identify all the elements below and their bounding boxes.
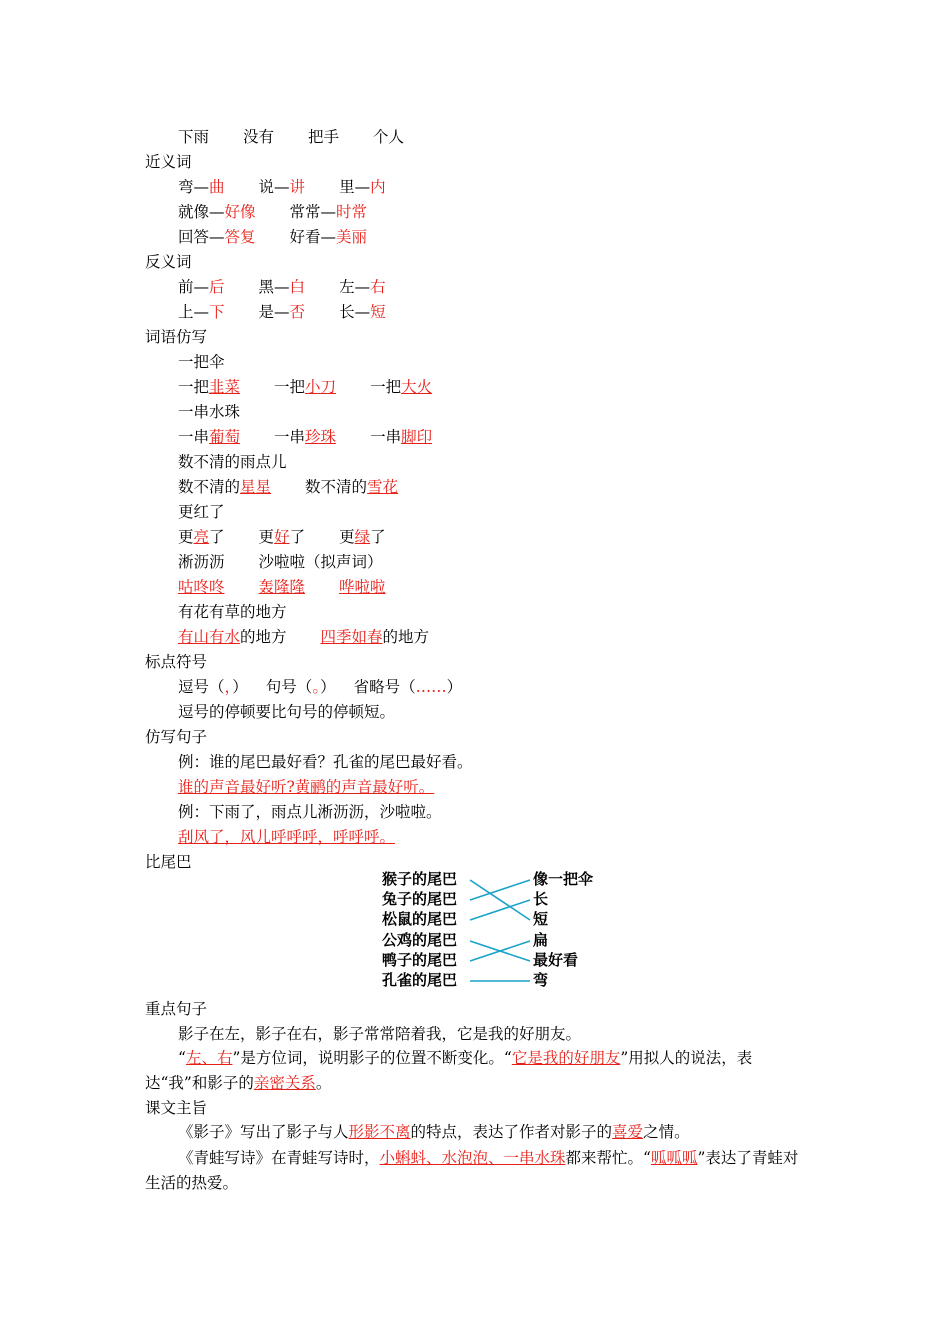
answer: 大火 bbox=[401, 378, 433, 396]
answer: 四季如春 bbox=[320, 628, 383, 646]
suffix: 了 bbox=[289, 528, 306, 546]
text: ”表达了青蛙对生活的热爱。 bbox=[145, 1149, 799, 1192]
answer: 。 bbox=[312, 678, 321, 696]
answer: 小刀 bbox=[305, 378, 337, 396]
word: 说— bbox=[258, 178, 290, 196]
answer: 曲 bbox=[209, 178, 225, 196]
prefix: 一串 bbox=[370, 428, 402, 446]
answer: 白 bbox=[289, 278, 306, 296]
answer: 咕咚咚 bbox=[178, 578, 225, 596]
imitation-answers bbox=[178, 376, 432, 398]
word: 没有 bbox=[243, 128, 275, 146]
imitation-answers bbox=[178, 426, 432, 448]
antonym-row bbox=[178, 276, 386, 298]
imitation-answers bbox=[178, 526, 386, 548]
answer: 讲 bbox=[289, 178, 306, 196]
word: 上— bbox=[178, 303, 210, 321]
text: 《影子》写出了影子与人 bbox=[178, 1123, 349, 1141]
word: 回答— bbox=[178, 228, 225, 246]
answer: 好像 bbox=[224, 203, 256, 221]
example-phrase: 数不清的雨点儿 bbox=[178, 453, 287, 471]
text: 的特点，表达了作者对影子的 bbox=[410, 1123, 613, 1141]
word: 是— bbox=[258, 303, 290, 321]
prefix: 更 bbox=[178, 528, 194, 546]
synonym-row bbox=[178, 176, 386, 198]
answer-sentence bbox=[178, 826, 395, 848]
word: 下雨 bbox=[178, 128, 210, 146]
right-item: 扁 bbox=[533, 931, 549, 949]
left-item: 猴子的尾巴 bbox=[382, 870, 458, 888]
example-word: 淅沥沥 bbox=[178, 553, 225, 571]
highlight: 喜爱 bbox=[612, 1123, 644, 1141]
answer: 哗啦啦 bbox=[339, 578, 386, 596]
answer: 亮 bbox=[193, 528, 210, 546]
answer: ， bbox=[224, 678, 233, 696]
example-phrase: 有花有草的地方 bbox=[178, 603, 287, 621]
suffix: 的地方 bbox=[240, 628, 287, 646]
word: 里— bbox=[339, 178, 371, 196]
prefix: 一把 bbox=[274, 378, 306, 396]
prefix: 一把 bbox=[178, 378, 210, 396]
prefix: 一串 bbox=[178, 428, 210, 446]
example-phrase bbox=[178, 551, 383, 573]
theme-paragraph bbox=[145, 1146, 807, 1196]
example-phrase: 一串水珠 bbox=[178, 403, 241, 421]
word: 把手 bbox=[308, 128, 340, 146]
answer: 美丽 bbox=[336, 228, 368, 246]
label: 省略号（ bbox=[353, 678, 416, 696]
answer: 内 bbox=[370, 178, 386, 196]
answer: 否 bbox=[289, 303, 306, 321]
left-item: 公鸡的尾巴 bbox=[382, 931, 458, 949]
left-item: 鸭子的尾巴 bbox=[382, 951, 458, 969]
highlight: 形影不离 bbox=[348, 1123, 411, 1141]
word: 黑— bbox=[258, 278, 290, 296]
highlight: 小蝌蚪、水泡泡、一串水珠 bbox=[379, 1149, 566, 1167]
imitation-answers bbox=[178, 576, 386, 598]
left-item: 兔子的尾巴 bbox=[382, 890, 458, 908]
prefix: 数不清的 bbox=[305, 478, 368, 496]
label: 逗号（ bbox=[178, 678, 225, 696]
word: 长— bbox=[339, 303, 371, 321]
matching-line bbox=[470, 900, 530, 920]
section-heading-imitation: 词语仿写 bbox=[145, 328, 208, 346]
word: 个人 bbox=[373, 128, 405, 146]
answer: 谁的声音最好听?黄鹂的声音最好听。 bbox=[178, 778, 435, 796]
key-sentence: 影子在左，影子在右，影子常常陪着我，它是我的好朋友。 bbox=[178, 1025, 582, 1043]
suffix: 了 bbox=[370, 528, 386, 546]
antonym-row bbox=[178, 301, 386, 323]
answer: 雪花 bbox=[367, 478, 399, 496]
answer: 短 bbox=[370, 303, 386, 321]
example-phrase: 一把伞 bbox=[178, 353, 225, 371]
answer: 星星 bbox=[240, 478, 272, 496]
prefix: 更 bbox=[339, 528, 355, 546]
section-heading-sentences: 仿写句子 bbox=[145, 728, 208, 746]
section-heading-punctuation: 标点符号 bbox=[145, 653, 208, 671]
text: 之情。 bbox=[643, 1123, 690, 1141]
answer-sentence bbox=[178, 776, 434, 798]
word: 弯— bbox=[178, 178, 210, 196]
highlight: 它是我的好朋友 bbox=[511, 1049, 621, 1067]
suffix: 了 bbox=[209, 528, 225, 546]
label: 句号（ bbox=[265, 678, 313, 696]
word: 就像— bbox=[178, 203, 225, 221]
bracket: ） bbox=[232, 678, 248, 696]
answer: 绿 bbox=[354, 528, 371, 546]
left-item: 孔雀的尾巴 bbox=[382, 971, 458, 989]
punctuation-line bbox=[178, 676, 462, 698]
answer: 下 bbox=[209, 303, 225, 321]
answer: 珍珠 bbox=[305, 428, 337, 446]
right-item: 长 bbox=[533, 890, 549, 908]
text: 都来帮忙。“ bbox=[565, 1149, 651, 1167]
right-item: 短 bbox=[533, 910, 549, 928]
answer: 后 bbox=[209, 278, 225, 296]
answer: 刮风了，风儿呼呼呼，呼呼呼。 bbox=[178, 828, 396, 846]
highlight: 左、右 bbox=[185, 1049, 233, 1067]
text: ”是方位词，说明影子的位置不断变化。“ bbox=[232, 1049, 512, 1067]
bracket: ） bbox=[446, 678, 463, 696]
answer: 葡萄 bbox=[209, 428, 241, 446]
answer: 脚印 bbox=[401, 428, 433, 446]
synonym-row bbox=[178, 226, 367, 248]
theme-paragraph bbox=[145, 1120, 807, 1145]
imitation-answers bbox=[178, 626, 429, 648]
word: 左— bbox=[339, 278, 371, 296]
answer: …… bbox=[415, 678, 447, 696]
answer: 右 bbox=[370, 278, 386, 296]
text: ”用拟人的说法，表达“我”和影子的 bbox=[145, 1049, 753, 1092]
bracket: ） bbox=[320, 678, 336, 696]
left-item: 松鼠的尾巴 bbox=[382, 910, 458, 928]
imitation-answers bbox=[178, 476, 398, 498]
answer: 时常 bbox=[336, 203, 368, 221]
section-heading-synonyms: 近义词 bbox=[145, 153, 192, 171]
answer: 答复 bbox=[224, 228, 256, 246]
example-phrase: 更红了 bbox=[178, 503, 225, 521]
synonym-row bbox=[178, 201, 367, 223]
right-item: 弯 bbox=[533, 971, 549, 989]
answer: 轰隆隆 bbox=[258, 578, 306, 596]
suffix: 的地方 bbox=[382, 628, 430, 646]
section-heading-theme: 课文主旨 bbox=[145, 1099, 208, 1117]
highlight: 呱呱呱 bbox=[650, 1149, 698, 1167]
prefix: 数不清的 bbox=[178, 478, 241, 496]
word: 常常— bbox=[289, 203, 337, 221]
example-sentence: 例：下雨了，雨点儿淅沥沥，沙啦啦。 bbox=[178, 803, 442, 821]
matching-line bbox=[470, 880, 530, 920]
tail-matching-diagram bbox=[380, 866, 610, 992]
right-item: 像一把伞 bbox=[533, 870, 594, 888]
answer: 有山有水 bbox=[178, 628, 241, 646]
word: 好看— bbox=[289, 228, 337, 246]
key-explanation bbox=[145, 1046, 807, 1096]
prefix: 一串 bbox=[274, 428, 306, 446]
prefix: 一把 bbox=[370, 378, 402, 396]
punctuation-note: 逗号的停顿要比句号的停顿短。 bbox=[178, 703, 396, 721]
example-word: 沙啦啦（拟声词） bbox=[258, 553, 383, 571]
word: 前— bbox=[178, 278, 210, 296]
prefix: 更 bbox=[258, 528, 275, 546]
answer: 好 bbox=[274, 528, 290, 546]
text: “ bbox=[178, 1049, 186, 1067]
section-heading-tails: 比尾巴 bbox=[145, 853, 192, 871]
word-list-line bbox=[178, 126, 404, 148]
highlight: 亲密关系 bbox=[253, 1074, 316, 1092]
text: 《青蛙写诗》在青蛙写诗时， bbox=[178, 1149, 380, 1167]
text: 。 bbox=[315, 1074, 332, 1092]
right-item: 最好看 bbox=[533, 951, 579, 969]
matching-line bbox=[470, 880, 530, 900]
section-heading-key-sentences: 重点句子 bbox=[145, 1000, 208, 1018]
answer: 韭菜 bbox=[209, 378, 241, 396]
section-heading-antonyms: 反义词 bbox=[145, 253, 192, 271]
example-sentence: 例：谁的尾巴最好看？孔雀的尾巴最好看。 bbox=[178, 753, 473, 771]
